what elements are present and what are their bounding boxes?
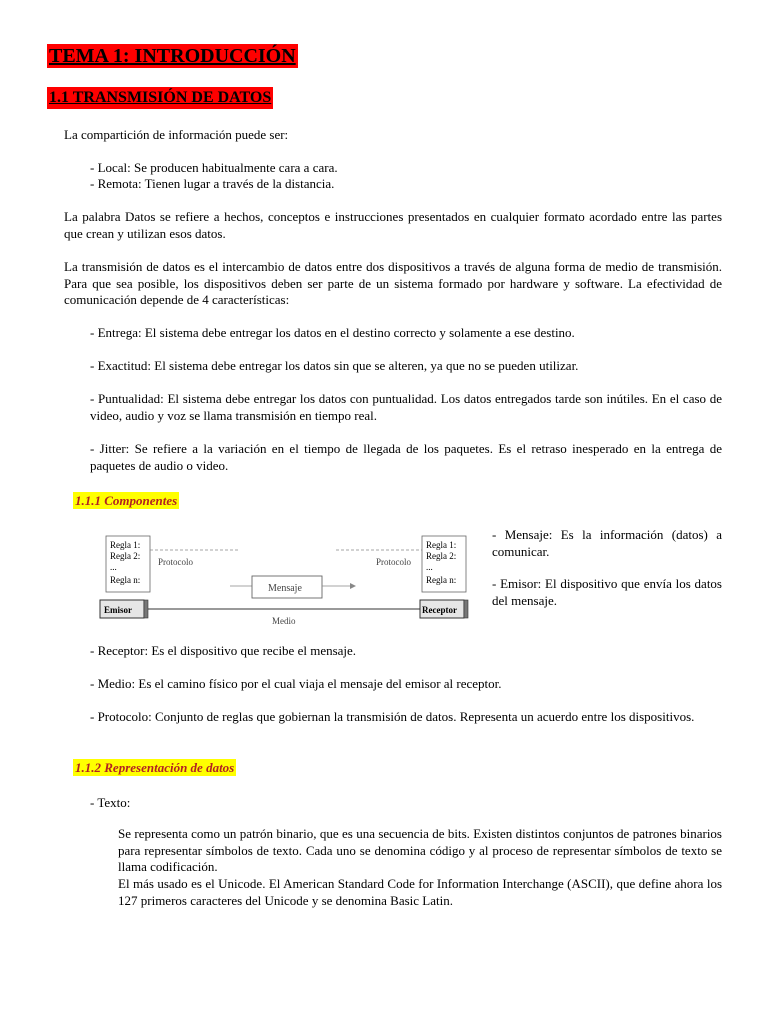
medio-label: Medio bbox=[272, 616, 296, 626]
componentes-heading: 1.1.1 Componentes bbox=[75, 493, 178, 508]
feature-exactitud: - Exactitud: El sistema debe entregar los datos sin que se alteren, ya que no se pueden utilizar. bbox=[90, 358, 579, 373]
texto-label: - Texto: bbox=[90, 795, 131, 810]
texto-paragraph-1: Se representa como un patrón binario, que es una secuencia de bits. Existen distintos conjuntos de patrones binarios para representar símbolos de texto. Cada uno se denomina código y al proceso de representar símbolos de texto se llama codificación. bbox=[118, 826, 722, 874]
feature-jitter: - Jitter: Se refiere a la variación en el tiempo de llegada de los paquetes. Es el retraso inesperado en la entrega de paquetes de audio o video. bbox=[90, 441, 722, 473]
emisor-rule-2: Regla 2: bbox=[110, 551, 141, 561]
comp-emisor: - Emisor: El dispositivo que envía los datos del mensaje. bbox=[492, 576, 722, 608]
transmision-definition: La transmisión de datos es el intercambio de datos entre dos dispositivos a través de alguna forma de medio de transmisión. Para que sea posible, los dispositivos deben ser parte de un sistema formado por hardware y software. La efectividad de comunicación depende de 4 características: bbox=[64, 259, 722, 307]
feature-puntualidad: - Puntualidad: El sistema debe entregar los datos con puntualidad. Los datos entregados tarde son inútiles. En el caso de video, audio y voz se llama transmisión en tiempo real. bbox=[90, 391, 722, 423]
emisor-label: Emisor bbox=[104, 605, 132, 615]
mensaje-arrow bbox=[350, 583, 356, 589]
receptor-rule-2: Regla 2: bbox=[426, 551, 457, 561]
emisor-rule-1: Regla 1: bbox=[110, 540, 141, 550]
communication-diagram bbox=[90, 528, 480, 628]
local-item: - Local: Se producen habitualmente cara a cara. bbox=[90, 160, 338, 175]
datos-definition: La palabra Datos se refiere a hechos, conceptos e instrucciones presentados en cualquier formato acordado entre las partes que crean y utilizan esos datos. bbox=[64, 209, 722, 241]
comp-medio: - Medio: Es el camino físico por el cual viaja el mensaje del emisor al receptor. bbox=[90, 676, 502, 691]
comp-protocolo: - Protocolo: Conjunto de reglas que gobiernan la transmisión de datos. Representa un acuerdo entre los dispositivos. bbox=[90, 709, 695, 724]
receptor-rule-1: Regla 1: bbox=[426, 540, 457, 550]
section-heading: 1.1 TRANSMISIÓN DE DATOS bbox=[47, 87, 273, 109]
comp-receptor: - Receptor: Es el dispositivo que recibe el mensaje. bbox=[90, 643, 357, 658]
receptor-rule-n: Regla n: bbox=[426, 575, 457, 585]
receptor-label: Receptor bbox=[422, 605, 457, 615]
protocolo-label-left: Protocolo bbox=[158, 557, 193, 567]
intro-lead: La compartición de información puede ser: bbox=[64, 127, 289, 142]
representacion-heading: 1.1.2 Representación de datos bbox=[75, 760, 235, 775]
mensaje-label: Mensaje bbox=[268, 583, 302, 594]
feature-entrega: - Entrega: El sistema debe entregar los datos en el destino correcto y solamente a ese destino. bbox=[90, 325, 575, 340]
emisor-rule-3: ... bbox=[110, 562, 117, 572]
remota-item: - Remota: Tienen lugar a través de la distancia. bbox=[90, 176, 335, 191]
page-title: TEMA 1: INTRODUCCIÓN bbox=[49, 45, 296, 67]
emisor-rule-n: Regla n: bbox=[110, 575, 141, 585]
texto-paragraph-2: El más usado es el Unicode. El American Standard Code for Information Interchange (ASCII), que define ahora los 127 primeros caracteres del Unicode y se denomina Basic Latin. bbox=[118, 876, 722, 908]
receptor-rule-3: ... bbox=[426, 562, 433, 572]
protocolo-label-right: Protocolo bbox=[376, 557, 411, 567]
comp-mensaje: - Mensaje: Es la información (datos) a comunicar. bbox=[492, 527, 722, 559]
